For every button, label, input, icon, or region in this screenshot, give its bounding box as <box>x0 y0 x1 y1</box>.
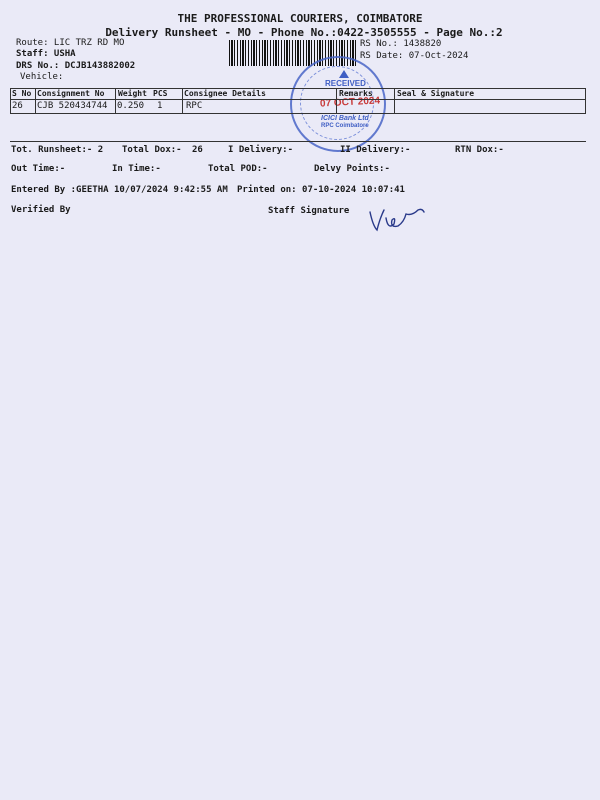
handwritten-signature <box>366 200 430 236</box>
cell-weight: 0.250 <box>117 101 145 111</box>
col-header-consignee: Consignee Details <box>184 89 266 98</box>
printed-on: Printed on: 07-10-2024 10:07:41 <box>237 185 405 195</box>
stamp-date: 07 OCT 2024 <box>319 95 381 110</box>
total-pod: Total POD:- <box>208 164 268 174</box>
verified-by: Verified By <box>11 205 71 215</box>
cell-pcs: 1 <box>157 101 163 111</box>
staff-signature-label: Staff Signature <box>268 206 350 216</box>
vehicle-label: Vehicle: <box>20 72 64 82</box>
runsheet-subtitle: Delivery Runsheet - MO - Phone No.:0422-3505555 - Page No.:2 <box>105 26 503 39</box>
route-label: Route: LIC TRZ RD MO <box>16 38 125 48</box>
table-divider <box>182 88 183 113</box>
col-header-consignment: Consignment No <box>37 89 105 98</box>
stamp-bank: ICICI Bank Ltd <box>321 115 369 122</box>
out-time: Out Time:- <box>11 164 66 174</box>
stamp-branch: RPC Coimbatore <box>321 123 369 129</box>
tot-runsheet: Tot. Runsheet:- 2 <box>11 145 104 155</box>
rs-number: RS No.: 1438820 <box>360 39 442 49</box>
col-header-pcs: PCS <box>153 89 168 98</box>
staff-label: Staff: USHA <box>16 49 76 59</box>
col-header-sno: S No <box>12 89 32 98</box>
table-divider <box>394 88 395 113</box>
entered-by: Entered By :GEETHA 10/07/2024 9:42:55 AM <box>11 185 228 195</box>
table-divider <box>10 88 11 113</box>
in-time: In Time:- <box>112 164 161 174</box>
table-divider <box>585 88 586 113</box>
col-header-remarks: Remarks <box>339 89 373 98</box>
table-bottom-rule <box>10 113 586 114</box>
company-title: THE PROFESSIONAL COURIERS, COIMBATORE <box>177 12 423 25</box>
table-divider <box>35 88 36 113</box>
col-header-seal: Seal & Signature <box>397 89 475 98</box>
drs-number: DRS No.: DCJB143882002 <box>16 61 136 71</box>
total-dox-value: 26 <box>192 145 203 155</box>
col-header-weight: Weight <box>118 89 147 98</box>
stamp-arrow-icon <box>339 70 349 78</box>
cell-consignment: CJB 520434744 <box>37 101 108 111</box>
table-divider <box>336 88 337 113</box>
totals-rule <box>10 141 586 142</box>
table-header-rule <box>10 99 586 100</box>
cell-consignee: RPC <box>186 101 203 111</box>
ii-delivery: II Delivery:- <box>340 145 411 155</box>
i-delivery: I Delivery:- <box>228 145 294 155</box>
rtn-dox: RTN Dox:- <box>455 145 504 155</box>
rs-date: RS Date: 07-Oct-2024 <box>360 51 469 61</box>
table-divider <box>115 88 116 113</box>
total-dox-label: Total Dox:- <box>122 145 182 155</box>
delvy-points: Delvy Points:- <box>314 164 390 174</box>
cell-sno: 26 <box>12 101 23 111</box>
stamp-received-text: RECEIVED <box>325 79 366 88</box>
